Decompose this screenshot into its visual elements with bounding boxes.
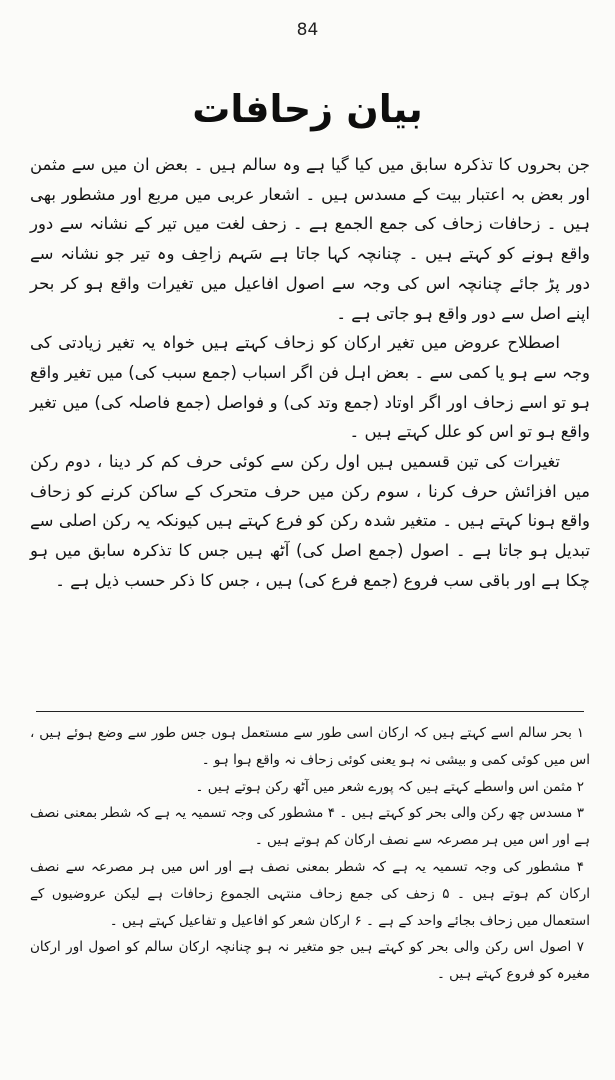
page-number: 84 xyxy=(296,20,319,40)
paragraph: تغیرات کی تین قسمیں ہیں اول رکن سے کوئی حرف کم کر دینا ، دوم رکن میں افزائش حرف کرنا ، سوم رکن میں حرف متحرک کے ساکن کرنے کو زحاف واقع ہونا کہتے ہیں ۔ متغیر شدہ رکن کو فرع کہتے ہیں کیونکہ یہ رکن اصلی سے تبدیل ہو جاتا ہے ۔ اصول (جمع اصل کی) آٹھ ہیں جس کا تذکرہ سابق میں ہو چکا ہے اور باقی سب فروع (جمع فرع کی) ہیں ، جس کا ذکر حسب ذیل ہے ۔ xyxy=(30,452,590,590)
footnote: ۲ مثمن اس واسطے کہتے ہیں کہ پورے شعر میں آٹھ رکن ہوتے ہیں ۔ xyxy=(195,778,584,795)
footnote: ۷ اصول اس رکن والی بحر کو کہتے ہیں جو متغیر نہ ہو چنانچہ ارکان سالم کو اصول اور ارکان مغیرہ کو فروع کہتے ہیں ۔ xyxy=(30,939,590,983)
main-text xyxy=(30,150,590,596)
footnotes xyxy=(30,720,590,988)
footnote: ۴ مشطور کی وجہ تسمیہ یہ ہے کہ شطر بمعنی نصف ہے اور اس میں ہر مصرعہ سے نصف ارکان کم ہوتے ہیں ۔ ۵ زحف کی جمع زحاف منتہی الجموع زحافات ہے لیکن عروضیوں کے استعمال میں زحاف بجائے واحد کے ہے ۔ ۶ ارکان شعر کو افاعیل و تفاعیل کہتے ہیں ۔ xyxy=(30,858,590,929)
footnote-divider xyxy=(36,711,584,712)
chapter-title: بیان زحافات xyxy=(192,87,423,131)
footnote: ۱ بحر سالم اسے کہتے ہیں کہ ارکان اسی طور سے مستعمل ہوں جس طور سے وضع ہوئے ہیں ، اس میں کوئی کمی و بیشی نہ ہو یعنی کوئی زحاف نہ واقع ہوا ہو ۔ xyxy=(30,725,590,768)
paragraph: اصطلاح عروض میں تغیر ارکان کو زحاف کہتے ہیں خواہ یہ تغیر زیادتی کی وجہ سے ہو یا کمی سے ۔ بعض اہل فن اگر اسباب (جمع سبب کی) میں تغیر واقع ہو تو اسے زحاف اور اگر اوتاد (جمع وتد کی) و فواصل (جمع فاصلہ کی) میں تغیر واقع ہو تو اس کو علل کہتے ہیں ۔ xyxy=(30,333,590,442)
paragraph: جن بحروں کا تذکرہ سابق میں کیا گیا ہے وہ سالم ہیں ۔ بعض ان میں سے مثمن اور بعض بہ اعتبار بیت کے مسدس ہیں ۔ اشعار عربی میں مربع اور مشطور بھی ہیں ۔ زحافات زحاف کی جمع الجمع ہے ۔ زحف لغت میں تیر کے نشانہ سے دور واقع ہونے کو کہتے ہیں ۔ چنانچہ کہا جاتا ہے سَہم زاحِف وہ تیر جو نشانہ سے دور پڑ جائے چنانچہ اس کی وجہ سے اصول افاعیل میں تغیرات واقع ہو کر بحر اپنے اصل سے دور واقع ہو جاتی ہے ۔ xyxy=(30,155,590,323)
footnote: ۳ مسدس چھ رکن والی بحر کو کہتے ہیں ۔ ۴ مشطور کی وجہ تسمیہ یہ ہے کہ شطر بمعنی نصف ہے اور اس میں ہر مصرعہ سے نصف ارکان کم ہوتے ہیں ۔ xyxy=(30,805,590,849)
